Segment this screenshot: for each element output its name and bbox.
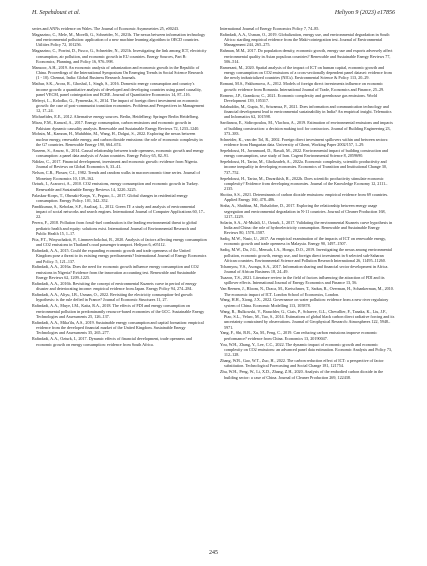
reference-entry: Rafindadi, A.A., 2016b. Revisiting the concept of environmental Kuznets curve in period of energy disaster and deteriorating income: empirical evidence from Japan. Energy Policy 94, 274–284. xyxy=(32,280,197,292)
reference-entry: Rafindadi, A.A., Aliyu, I.B., Usman, O., 2022. Revisiting the electricity consumption-led growth hypothesis: is the rule defied in France? Journal of Economic Structures 11, 27. xyxy=(32,292,193,303)
reference-entry: Rafindadi, A.A., Ozturk, I., 2017. Dynamic effects of financial development, trade openness and economic growth on energy consumption: evidence from South Africa. xyxy=(32,336,192,347)
reference-entry: Michaelides, E.E., 2012. Alternative energy sources. Berlin, Heidelberg: Springer Berlin Heidelberg. xyxy=(32,114,199,120)
reference-entry: Rafindadi, A.A., Mika'ilu, A.S., 2019. Sustainable energy consumption and capital formation: empirical evidence from the developed financial market of the United Kingdom. Sustainable Energy Technologies and Assessments 35, 265–277. xyxy=(32,319,204,336)
reference-entry: Perera, F., 2018. Pollution from fossil-fuel combustion is the leading environmental threat to global pediatric health and equity: solutions exist. International Journal of Environmental Research and Public Health 15, 1–17. xyxy=(32,220,197,236)
page-number: 245 xyxy=(209,550,218,556)
reference-entry: Romani, M.S., Pakhomova, A., 2012. Models of foreign direct investments influence on economic growth: evidence from Romania. International Journal of Trade, Economics and Finance, 25–29. xyxy=(220,81,385,92)
reference-entry: Shoitra, S.S., 2021. Determinants of carbon dioxide emissions: empirical evidence from 69 countries. Applied Energy 160, 478–486. xyxy=(220,192,389,203)
reference-entry: Mirza, F.M., Kanwal, A., 2017. Energy consumption, carbon emissions and economic growth in Pakistan: dynamic causality analysis. Renewable and Sustainable Energy Reviews 72, 1233–1240. xyxy=(32,120,200,131)
reference-entry: Mansoor, A.H., 2019. An economic analysis of urbanization and economic growth in the Republic of China. Proceedings of the International Symposium On Emerging Trends in Social Science Research (1 - 10). Chennai, India: Global Business Research Journals. xyxy=(32,64,204,81)
reference-entry: Sepehdoust, H., Javanmard, D., Rasuli, M., 2022. Environmental impact of building construction and energy consumption, case study of Iran. Cogent Environmental Science 8, 2059690. xyxy=(220,147,388,159)
reference-entry: Wang, R., Bulkowski, V., Brauchler, G., Ciais, P., Schaeve, G.L., Chevallier, F., Tanaka, K., Liu, J.F., Piao, S.L., Velarc, M., Tao, S., 2014. Estimations of global black carbon direct radiative forcing and its uncertainty constrained by observations. Journal of Geophysical Research: Atmospheres 122, 5948–5971. xyxy=(220,308,395,330)
reference-entry: Ndidzo, C., 2017. Financial development, investment and economic growth: evidence from Nigeria. Journal of Reviews on Global Economics 6, 33–41. xyxy=(32,159,198,170)
reference-entry: Nelson, C.R., Plosser, C.I., 1982. Trends and random walks in macroeconomic time series. Journal of Monetary Economics 10, 139–162. xyxy=(32,170,200,181)
reference-entry: Tuazon, T.S., 2021. Literature review in the field of factors influencing the attraction of FDI and its spillover effects. International Journal of Energy Economics and Finance 13, 56. xyxy=(220,275,385,286)
reference-entry: Pita, P.T., Winyuchakrit, P., Limmeechokchai, B., 2020. Analysis of factors affecting energy consumption and CO2 emissions in Thailand's road passenger transport. Heliyon 6, e05112. xyxy=(32,236,207,248)
reference-entry: Zhang, W.B., Gao, W.T., Zuo, H., 2022. The carbon reduction effect of ICT: a perspective of factor substitution. Technological Forecasting and Social Change 181, 121754. xyxy=(220,358,384,369)
reference-entry: Pandikumar, S., Kebolan, S.F., Azalizaj, L., 2012. Green IT: a study and analysis of environmental impact of social networks and search engines. International Journal of Computer Applications 60, 17–22. xyxy=(32,203,205,220)
reference-entry: International Journal of Energy Economics Policy 7, 74–85. xyxy=(220,26,320,31)
reference-entry: Magazzino, C., Mele, M., Morelli, G., Schneider, N., 2021b. The nexus between information technology and environmental pollution: application of a new machine learning algorithm to OECD countries. Utilities Policy 72, 101256. xyxy=(32,31,206,48)
references-column-right xyxy=(220,26,395,380)
reference-entry: Schneider, K., van der Tol, R., 2002. Foreign direct investment spillovers within and between sectors: evidence from Hungarian data. University of Ghent, Working Paper 2002/157, 1–29. xyxy=(220,136,389,147)
reference-entry: Solarin, S.A., Al-Mulali, U., Ozturk, I., 2017. Validating the environmental Kuznets curve hypothesis in India and China: the role of hydroelectricity consumption. Renewable and Sustainable Energy Reviews 80, 1578–1587. xyxy=(220,219,393,236)
reference-entry: Rahman, M.M., 2017. Do population density, economic growth, energy use and exports adversely affect environmental quality in Asian populous countries? Renewable and Sustainable Energy Reviews 77, 506–514. xyxy=(220,48,393,64)
reference-entry: You, W.H., Zhang, Y., Lee, C.C., 2022. The dynamic impact of economic growth and economic complexity on CO2 emissions: an advanced panel data estimation. Economic Analysis and Policy 73, 112–128. xyxy=(220,341,393,358)
reference-entry: Ramezani, M., 2020. Spatial analysis of the impact of ICT on human capital, economic growth and energy consumption on CO2 emissions of a cross-sectionally dependent panel dataset: evidence from the newly industrialized countries (NICs). Environmental Science & Policy 113, 20–29. xyxy=(220,64,392,81)
reference-entry: Zhu, W.H., Peng, W., Li, X.D., Zhang, Z.H., 2020. Analysis of the embodied carbon dioxide in the building sector: a case of China. Journal of Cleaner Production 269, 122438. xyxy=(220,369,384,380)
reference-entry: Ozturk, I., Acaravci, A., 2010. CO2 emissions, energy consumption and economic growth in Turkey. Renewable and Sustainable Energy Reviews 14, 3220–3225. xyxy=(32,181,199,192)
reference-entry: Van Reenen, J., Bloom, N., Draca, M., Kretschmer, T., Sadun, R., Overman, H., Schankerman, M., 2010. The economic impact of ICT. London School of Economics, London. xyxy=(220,286,394,297)
reference-entry: Wang, H.H., Xiong, J.X., 2022. Governance on water pollution: evidence from a new river regulatory system of China. Economic Modelling 113, 105878. xyxy=(220,297,389,308)
reference-entry: Mohsin, M., Kamran, H., Muhibbin, M., Wang, H., Dolgui, S., 2022. Exploring the nexus between nuclear energy, renewable energy, and carbon dioxide emissions: the role of economic complexity in the G7 countries. Renewable Energy 190, 664–674. xyxy=(32,131,203,147)
reference-entry: Magazzino, C., Porrini, D., Fusco, G., Schneider, N., 2021b. Investigating the link among ICT, electricity consumption, air pollution, and economic growth in EU countries. Energy Sources, Part B: Economics, Planning, and Policy 16, 976–998. xyxy=(32,48,207,64)
reference-entry: Romero, J.P., Gramkow, C., 2021. Economic complexity and greenhouse gas emissions. World Development 139, 105317. xyxy=(220,92,378,103)
reference-entry: series and ANNs evidence on Wales. The Journal of Economic Asymmetries 25, e00243. xyxy=(32,26,180,31)
reference-entry: Palaskas-Korps, T., Ohrnaki-Korps, Y., Pegaso, L., 2017. Global changes in residential energy consumption. Energy Policy. 101, 342–352. xyxy=(32,192,188,203)
reference-entry: Naseem, S., Anwar, S., 2014. Causal relationship between trade openness, economic growth and energy consumption: a panel data analysis of Asian countries. Energy Policy 65, 82–91. xyxy=(32,147,204,159)
running-header xyxy=(32,10,395,20)
reference-entry: Yang, F., Shi, B.B., Xu, M., Feng, C., 2019. Can reducing carbon emissions improve economic performance? evidence from China. Economics 13, 20190047. xyxy=(220,330,378,341)
header-journal: Heliyon 9 (2023) e17856 xyxy=(334,10,395,16)
reference-entry: Rafindadi, A.A., 2015. Could the expanding economic growth and trade openness of the United Kingdom pose a threat to its existing energy predicaments? International Journal of Energy Economics and Policy. 5, 121–137. xyxy=(32,247,207,264)
reference-entry: Sepehdoust, H., Tartar, M., Gholizadeh, A., 2022a. Economic complexity, scientific productivity and income inequality in developing economies. Economics of Transition and Institutional Change 30, 737–752. xyxy=(220,159,387,175)
reference-entry: Tchamyou, V.S., Asongu, S.A., 2017. Information sharing and financial sector development in Africa. Journal of African Business 18, 24–49. xyxy=(220,263,389,275)
reference-entry: Sinha, A., Shahbaz, M., Balsalobre, D., 2017. Exploring the relationship between energy usage segregation and environmental degradation in N-11 countries. Journal of Cleaner Production 168, 1217–1229. xyxy=(220,203,386,219)
reference-entry: Meleryi, L., Kolodko, G., Fymenska, S., 2014. The impact of foreign direct investment on economic growth: the case of post-communist transition economies. Problems and Perspectives in Management 12, 17–24. xyxy=(32,97,205,114)
reference-entry: Salahuddin, M., Gupta, N., Sriwamsa, P., 2021. Does information and communication technology and financial development lead to environmental sustainability in India? An empirical insight. Telematics and Informatics 62, 101598. xyxy=(220,103,392,120)
reference-entry: Sadiq, M.W., Nasir, U., 2017. An empirical examination of the impacts of ICT on renewable energy, economic growth and trade openness in Malaysia. Energy 90, 1497–1507. xyxy=(220,236,386,247)
reference-entry: Sardianou, E., Sidiropoulou, M., Vlachou, A., 2019. Estimation of environmental emissions and impacts of building construction: a decision making tool for contractors. Journal of Building Engineering 23, 373–383. xyxy=(220,120,393,136)
references-column-left xyxy=(32,26,207,347)
reference-entry: Mathur, S.K., Arora, R., Ghoshal, I., Singh, S., 2016. Domestic energy consumption and country's income growth: a quantitative analysis of developed and developing countries using panel causality, panel VECM, panel cointegration and ECRE. Journal of Quantitative Economics 14, 87–116. xyxy=(32,81,202,97)
reference-entry: Rafindadi, A.A., Muye, I.M., Kaita, R.A., 2018. The effects of FDI and energy consumption on environmental pollution in predominantly resource-based economies of the GCC. Sustainable Energy Technologies and Assessments 25, 126–137. xyxy=(32,303,205,319)
reference-entry: Rafindadi, A.A., 2016a. Does the need for economic growth influence energy consumption and CO2 emissions in Nigeria? Evidence from the innovation accounting test. Renewable and Sustainable Energy Reviews 62, 1209–1225. xyxy=(32,264,199,281)
reference-entry: Rafindadi, A.A., Usman, O., 2019. Globalization, energy use, and environmental degradation in South Africa: startling empirical evidence from the Maki-cointegration test. Journal of Environmental Management 244, 265–275. xyxy=(220,31,390,48)
reference-entry: Sepehdoust, H., Tartar, M., Davarikish, R., 2022b. Does scientific productivity stimulate economic complexity? Evidence from developing economies. Journal of the Knowledge Economy 12, 2111–2135. xyxy=(220,175,388,192)
reference-entry: Sadiq, M.W., Du, J.G., Mensah, I.A., Hongo, D.O., 2019. Investigating the nexus among environmental pollution, economic growth, energy use, and foreign direct investment in 6 selected sub-Saharan African countries. Environmental Science and Pollution Research International 26, 11495–11260. xyxy=(220,247,392,263)
header-authors: H. Sepehdoust et al. xyxy=(32,10,81,16)
